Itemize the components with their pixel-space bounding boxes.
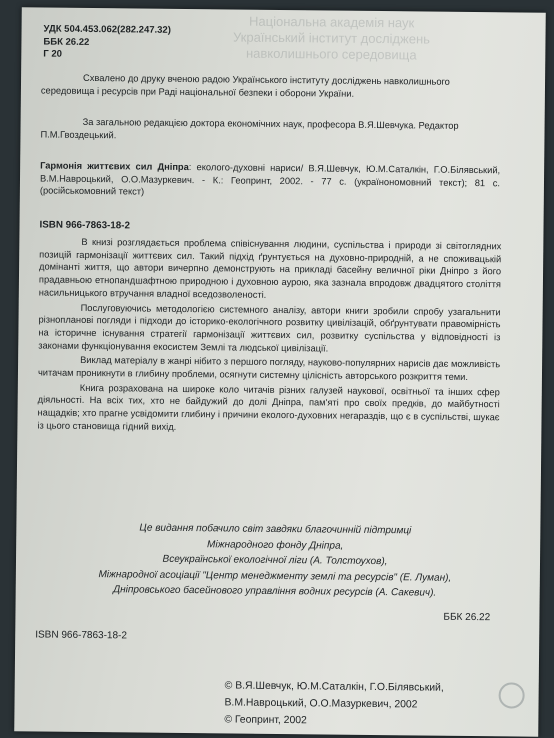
bbk-code: ББК 26.22 [43, 36, 90, 48]
copyright-block [224, 677, 444, 730]
annotation-paragraph: Книга розрахована на широке коло читачів різних галузей наукової, освітньої та інших сфер діяльності. На всіх тих, хто не байдужий до долі Дніпра, пам'яті про своїх предків, до майбутності нащадків; хто прагне усвідомити глибину і причини еколого-духовних негараздів, що є в суспільстві, шукає із цього становища гідний вихід. [37, 382, 500, 432]
document-page [14, 7, 546, 736]
sponsor-line: Дніпровського басейнового управління водних ресурсів (А. Сакевич). [113, 584, 437, 600]
camera-watermark-icon [498, 682, 524, 708]
annotation-paragraph: Послуговуючись методологією системного аналізу, автори книги зробили спробу узагальнити різнопланові погляди і підходи до історико-екологічного розвитку цивілізацій, обґрунтувати правомірність на історичне існування стратегії гармонізації життєвих сил, розвитку суспільства у відповідності із законами функціонування екосистем Землі та людської цивілізації. [38, 302, 501, 354]
isbn-top: ISBN 966-7863-18-2 [39, 219, 130, 232]
copyright-line: © Геопринт, 2002 [224, 714, 307, 727]
sponsors-block [50, 520, 501, 603]
annotation [37, 235, 501, 438]
bibliographic-description [40, 159, 500, 201]
bleed-line: навколишнього середовища [245, 45, 417, 63]
editor-text: За загальною редакцією доктора економічних наук, професора В.Я.Шевчука. Редактор П.М.Гвоздецький. [40, 116, 459, 140]
bleed-line: Український інститут досліджень [232, 29, 431, 47]
udk-code: УДК 504.453.062(282.247.32) [43, 23, 171, 36]
annotation-paragraph: В книзі розглядається проблема співіснування людини, суспільства і природи зі світоглядних позицій гармонізації життєвих сил. Такий підхід ґрунтується на духовно-природній, а не споживацькій домінанті життя, що автори вичерпно демонструють на прикладі басейну величної ріки Дніпро з його прадавньою етнопандшафтною природною і духовною аурою, яка зазнала впродовж двадцятого століття насильницького втручання владної вседозволеності. [38, 236, 502, 300]
bleed-through-text [231, 13, 431, 63]
author-index: Г 20 [43, 48, 62, 60]
sponsor-line: Це видання побачило світ завдяки благочинній підтримці [139, 522, 412, 537]
sponsor-line: Міжнародної асоціації "Центр менеджменту землі та ресурсів" (Е. Луман), [98, 568, 452, 584]
bbk-bottom: ББК 26.22 [443, 611, 491, 624]
book-title: Гармонія життєвих сил Дніпра [40, 160, 189, 173]
sponsor-line: Всеукраїнської екологічної ліги (А. Толстоухов), [162, 553, 388, 568]
copyright-line: © В.Я.Шевчук, Ю.М.Саталкін, Г.О.Білявський, [224, 680, 444, 694]
classification-block [43, 24, 171, 63]
sponsor-line: Міжнародного фонду Дніпра, [206, 538, 344, 552]
bibliographic-details: : еколого-духовні нариси/ В.Я.Шевчук, Ю.М.Саталкін, Г.О.Білявський, В.М.Навроцький, О.О.Мазуркевич. - К.: Геопринт, 2002. - 77 с. (українономовний текст); 81 с. (російськомовний текст) [39, 162, 501, 197]
isbn-bottom: ISBN 966-7863-18-2 [35, 629, 128, 642]
copyright-line: В.М.Навроцький, О.О.Мазуркевич, 2002 [224, 697, 418, 711]
bleed-line: Національна академія наук [249, 13, 415, 31]
approval-text: Схвалено до друку вченою радою Українського інституту досліджень навколишнього середовища і ресурсів при Раді національної безпеки і оборони України. [40, 72, 450, 99]
annotation-paragraph: Виклад матеріалу в жанрі нібито з першого погляду, науково-популярних нарисів дає можливість читачам проникнути в глибину проблеми, осягнути системну цілісність авторського розкриття теми. [37, 355, 501, 382]
